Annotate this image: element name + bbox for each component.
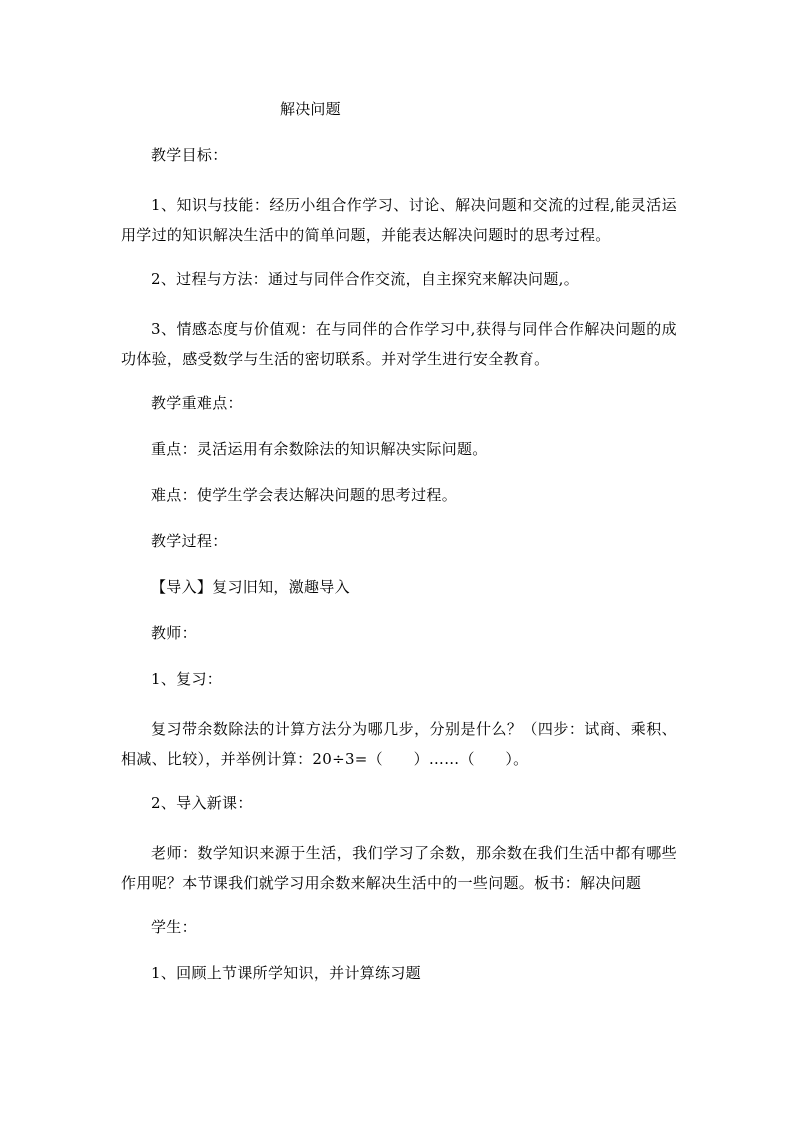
document-title: 解决问题 [280,100,341,118]
section-introduction: 【导入】复习旧知，激趣导入 [151,578,350,596]
student-step-review: 1、回顾上节课所学知识，并计算练习题 [151,964,421,982]
objective-knowledge-skills: 1、知识与技能：经历小组合作学习、讨论、解决问题和交流的过程,能灵活运用学过的知识解决生活中的简单问题，并能表达解决问题时的思考过程。 [121,196,677,244]
heading-teaching-process: 教学过程： [151,532,228,550]
objective-process-methods: 2、过程与方法：通过与同伴合作交流，自主探究来解决问题,。 [151,270,580,288]
difficult-point: 难点：使学生学会表达解决问题的思考过程。 [151,486,458,504]
label-teacher: 教师： [151,624,197,642]
document-body [121,98,677,1008]
heading-teaching-objectives: 教学目标： [151,146,228,164]
step-review: 1、复习： [151,670,223,688]
step-new-lesson: 2、导入新课： [151,794,253,812]
key-point: 重点：灵活运用有余数除法的知识解决实际问题。 [151,440,488,458]
label-student: 学生： [151,918,197,936]
review-description: 复习带余数除法的计算方法分为哪几步，分别是什么？（四步：试商、乘积、相减、比较），并举例计算：20÷3=（ ）……（ ）。 [121,720,677,768]
teacher-remarks: 老师：数学知识来源于生活，我们学习了余数，那余数在我们生活中都有哪些作用呢？本节课我们就学习用余数来解决生活中的一些问题。板书：解决问题 [121,844,677,892]
objective-attitudes-values: 3、情感态度与价值观：在与同伴的合作学习中,获得与同伴合作解决问题的成功体验，感受数学与生活的密切联系。并对学生进行安全教育。 [121,320,677,368]
heading-key-difficult-points: 教学重难点： [151,394,243,412]
